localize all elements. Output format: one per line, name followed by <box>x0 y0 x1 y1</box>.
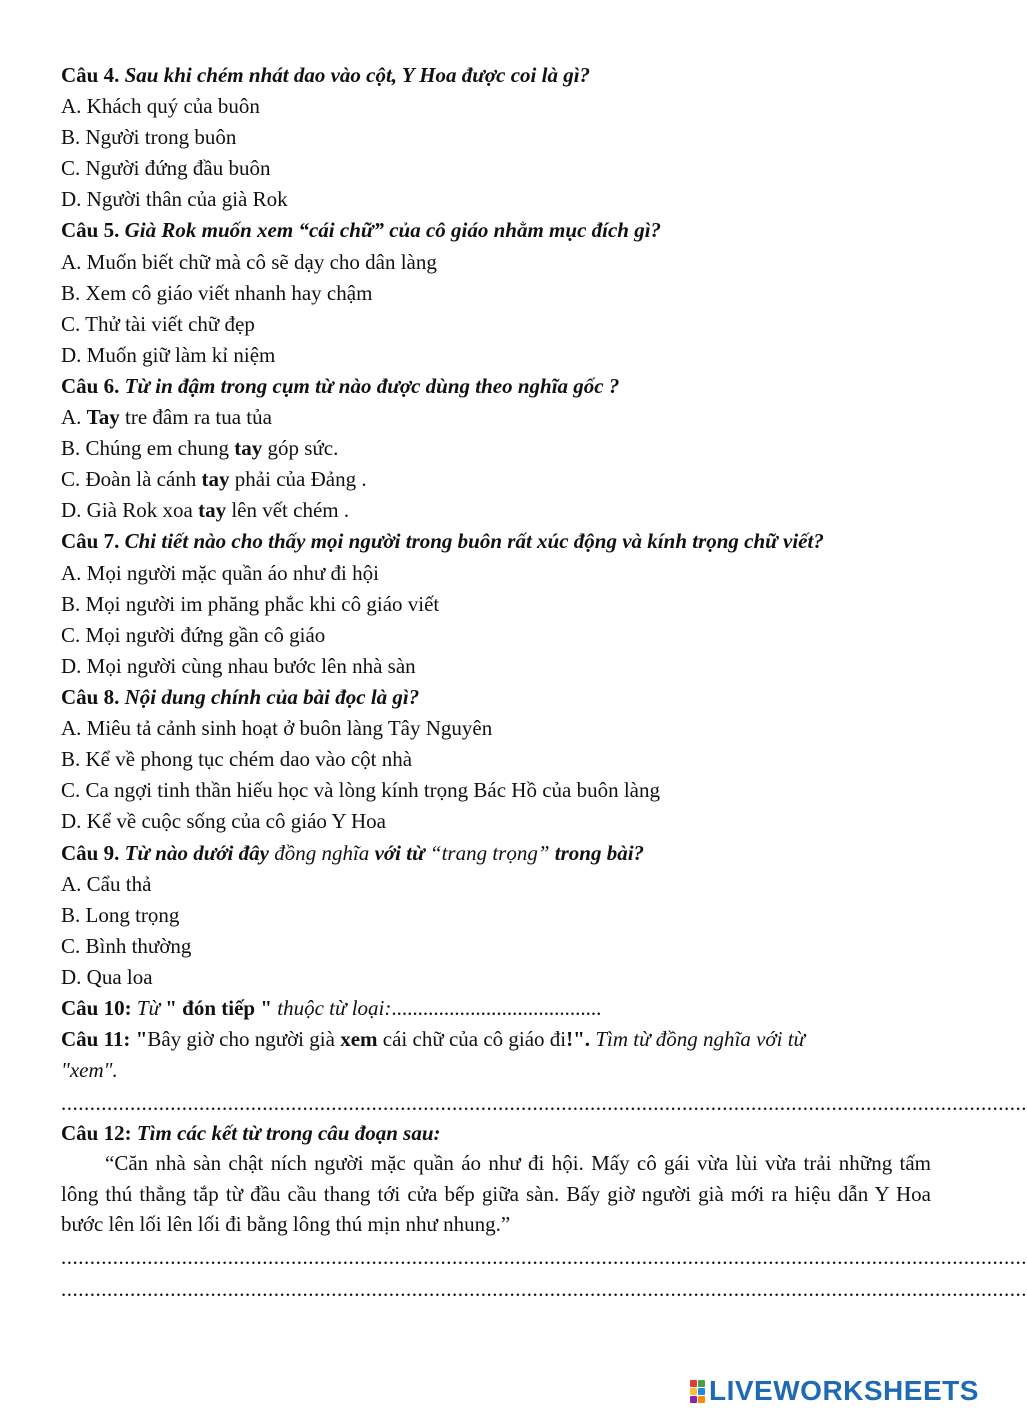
question-11-quote-open: " <box>130 1027 148 1051</box>
question-11-quote-close: !". <box>566 1027 591 1051</box>
question-12-passage: “Căn nhà sàn chật ních người mặc quần áo như đi hội. Mấy cô gái vừa lùi vừa trải những tấm lông thú thẳng tắp từ đầu cầu thang tới cửa bếp giữa sàn. Bấy giờ người già mới ra hiệu dẫn Y Hoa bước lên lối lên lối đi bằng lông thú mịn như nhung.” <box>61 1151 931 1236</box>
question-7 <box>61 528 824 554</box>
question-6 <box>61 373 619 399</box>
question-8-label: Câu 8. <box>61 685 120 709</box>
question-9 <box>61 840 644 866</box>
question-10 <box>61 995 601 1021</box>
question-11-word-line <box>61 1057 118 1083</box>
question-10-keyword: " đón tiếp " <box>165 996 272 1020</box>
question-5-text: Già Rok muốn xem “cái chữ” của cô giáo nhằm mục đích gì? <box>124 218 662 242</box>
question-7-option-c[interactable]: C. Mọi người đứng gần cô giáo <box>61 623 326 647</box>
option-text: D. Già Rok xoa <box>61 498 199 522</box>
question-11 <box>61 1026 805 1052</box>
question-8-option-b[interactable]: B. Kể về phong tục chém dao vào cột nhà <box>61 747 413 771</box>
question-8-option-d[interactable]: D. Kể về cuộc sống của cô giáo Y Hoa <box>61 809 386 833</box>
question-7-text: Chi tiết nào cho thấy mọi người trong buôn rất xúc động và kính trọng chữ viết? <box>124 529 824 553</box>
question-8-text: Nội dung chính của bài đọc là gì? <box>124 685 420 709</box>
option-text: A. <box>61 405 87 429</box>
option-text: góp sức. <box>262 436 339 460</box>
option-text: lên vết chém . <box>226 498 350 522</box>
question-6-option-d[interactable] <box>61 497 349 523</box>
question-5-option-a[interactable]: A. Muốn biết chữ mà cô sẽ dạy cho dân làng <box>61 250 437 274</box>
option-keyword: Tay <box>86 405 120 429</box>
question-11-quote-text-2: cái chữ của cô giáo đi <box>377 1027 567 1051</box>
liveworksheets-mark-icon <box>690 1380 705 1403</box>
question-11-word: "xem". <box>61 1058 118 1082</box>
question-7-option-d[interactable]: D. Mọi người cùng nhau bước lên nhà sàn <box>61 654 416 678</box>
question-12-text: Tìm các kết từ trong câu đoạn sau: <box>131 1121 441 1145</box>
question-7-label: Câu 7. <box>61 529 120 553</box>
question-11-answer-blank[interactable]: ........................................................................................................................................................................ <box>61 1091 1027 1115</box>
liveworksheets-logo <box>690 1376 979 1406</box>
question-8-option-c[interactable]: C. Ca ngợi tinh thần hiếu học và lòng kính trọng Bác Hồ của buôn làng <box>61 778 661 802</box>
option-keyword: tay <box>234 436 263 460</box>
question-5-label: Câu 5. <box>61 218 120 242</box>
question-12-label: Câu 12: <box>61 1121 132 1145</box>
question-6-label: Câu 6. <box>61 374 120 398</box>
question-8-option-a[interactable]: A. Miêu tả cảnh sinh hoạt ở buôn làng Tây Nguyên <box>61 716 493 740</box>
question-9-label: Câu 9. <box>61 841 120 865</box>
question-4-option-a[interactable]: A. Khách quý của buôn <box>61 94 260 118</box>
question-7-option-a[interactable]: A. Mọi người mặc quần áo như đi hội <box>61 561 379 585</box>
question-9-option-a[interactable]: A. Cẩu thả <box>61 872 152 896</box>
question-12-answer-blank-1[interactable]: ........................................................................................................................................................................ <box>61 1245 1027 1269</box>
question-11-quote-text-1: Bây giờ cho người già <box>147 1027 341 1051</box>
option-text: C. Đoàn là cánh <box>61 467 202 491</box>
question-10-label: Câu 10: <box>61 996 132 1020</box>
question-5 <box>61 217 661 243</box>
question-4-option-b[interactable]: B. Người trong buôn <box>61 125 237 149</box>
question-9-text-2: đồng nghĩa <box>268 841 375 865</box>
question-9-option-d[interactable]: D. Qua loa <box>61 965 153 989</box>
question-5-option-c[interactable]: C. Thử tài viết chữ đẹp <box>61 312 255 336</box>
question-8 <box>61 684 419 710</box>
question-10-answer-blank[interactable]: ........................................ <box>391 996 602 1020</box>
question-4-option-c[interactable]: C. Người đứng đầu buôn <box>61 156 271 180</box>
question-4 <box>61 62 590 88</box>
question-4-option-d[interactable]: D. Người thân của già Rok <box>61 187 288 211</box>
question-9-option-b[interactable]: B. Long trọng <box>61 903 180 927</box>
question-6-option-a[interactable] <box>61 404 272 430</box>
question-6-text: Từ in đậm trong cụm từ nào được dùng theo nghĩa gốc ? <box>124 374 620 398</box>
question-11-keyword: xem <box>340 1027 378 1051</box>
question-9-option-c[interactable]: C. Bình thường <box>61 934 192 958</box>
question-10-text-1: Từ <box>131 996 166 1020</box>
question-6-option-c[interactable] <box>61 466 367 492</box>
question-9-text-3: với từ <box>374 841 425 865</box>
question-5-option-d[interactable]: D. Muốn giữ làm kỉ niệm <box>61 343 276 367</box>
option-keyword: tay <box>201 467 230 491</box>
question-12 <box>61 1120 441 1146</box>
question-9-text-1: Từ nào dưới đây <box>124 841 269 865</box>
liveworksheets-logo-text: LIVEWORKSHEETS <box>709 1375 979 1406</box>
question-9-text-4: “trang trọng” <box>424 841 555 865</box>
question-6-option-b[interactable] <box>61 435 338 461</box>
option-text: tre đâm ra tua tủa <box>119 405 272 429</box>
question-12-answer-blank-2[interactable]: ........................................................................................................................................................................ <box>61 1277 1027 1301</box>
question-11-label: Câu 11: <box>61 1027 131 1051</box>
question-7-option-b[interactable]: B. Mọi người im phăng phắc khi cô giáo viết <box>61 592 440 616</box>
option-keyword: tay <box>198 498 227 522</box>
question-4-label: Câu 4. <box>61 63 120 87</box>
option-text: B. Chúng em chung <box>61 436 235 460</box>
question-11-instruction: Tìm từ đồng nghĩa với từ <box>590 1027 806 1051</box>
question-5-option-b[interactable]: B. Xem cô giáo viết nhanh hay chậm <box>61 281 373 305</box>
question-9-text-5: trong bài? <box>554 841 645 865</box>
question-10-text-2: thuộc từ loại: <box>272 996 392 1020</box>
question-4-text: Sau khi chém nhát dao vào cột, Y Hoa được coi là gì? <box>124 63 591 87</box>
option-text: phải của Đảng . <box>229 467 367 491</box>
